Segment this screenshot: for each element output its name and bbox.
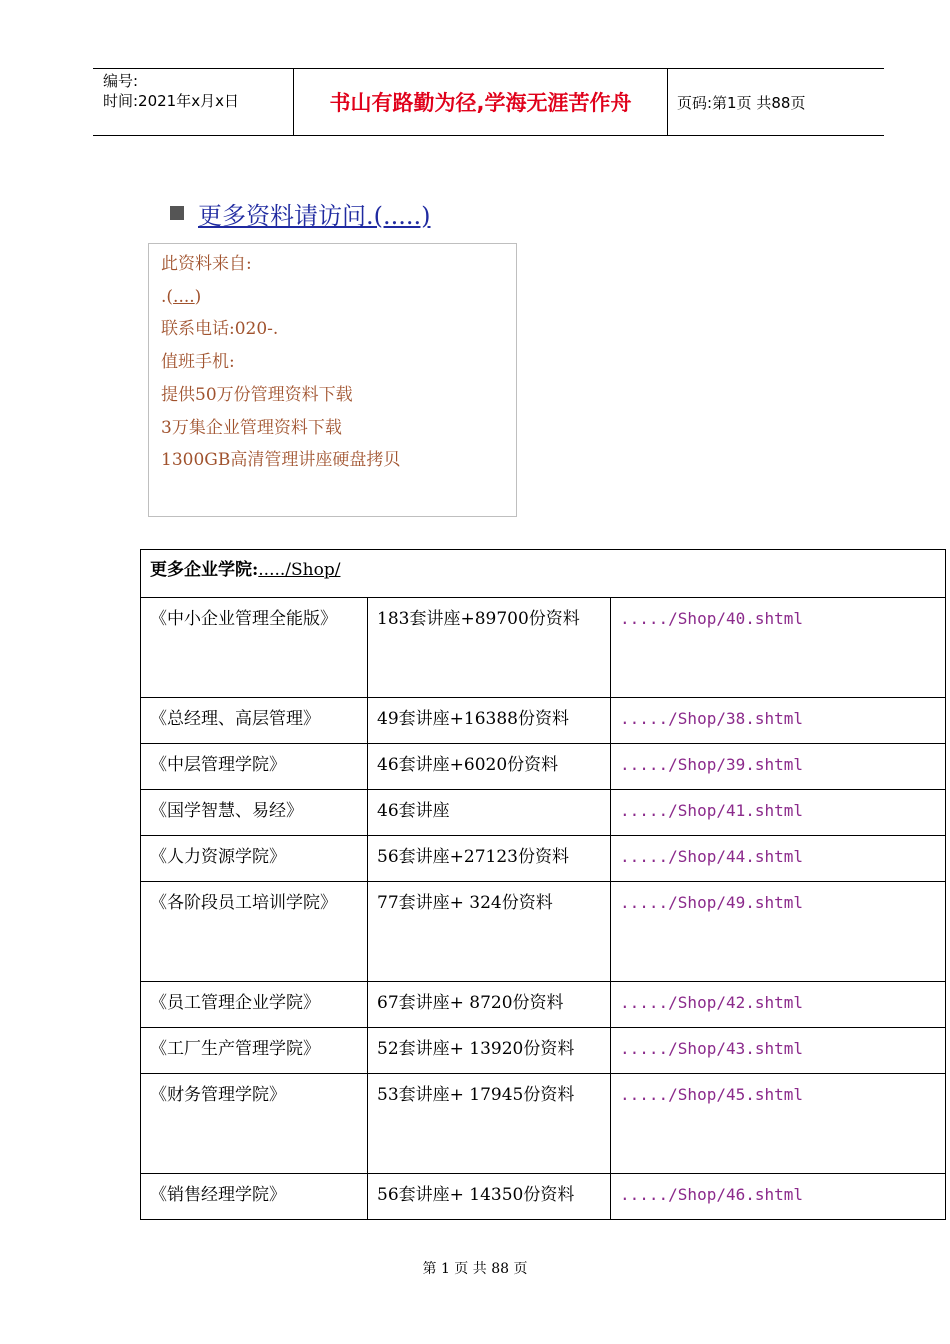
- visit-link[interactable]: 更多资料请访问.(.....): [198, 202, 431, 230]
- course-name: 《中层管理学院》: [141, 744, 368, 790]
- page-header: [93, 68, 884, 136]
- course-url[interactable]: ...../Shop/38.shtml: [611, 698, 946, 744]
- course-desc: 56套讲座+ 14350份资料: [368, 1174, 611, 1220]
- course-desc: 67套讲座+ 8720份资料: [368, 982, 611, 1028]
- offer-line-2: 3万集企业管理资料下载: [161, 417, 342, 438]
- header-meta: [93, 69, 294, 135]
- source-info-box: [148, 243, 517, 517]
- table-row: [141, 882, 946, 982]
- course-desc: 56套讲座+27123份资料: [368, 836, 611, 882]
- course-url[interactable]: ...../Shop/46.shtml: [611, 1174, 946, 1220]
- header-date-label: 时间:2021年x月x日: [103, 92, 239, 110]
- table-header-url[interactable]: ...../Shop/: [258, 560, 341, 580]
- course-name: 《总经理、高层管理》: [141, 698, 368, 744]
- course-name: 《财务管理学院》: [141, 1074, 368, 1174]
- offer-line-3: 1300GB高清管理讲座硬盘拷贝: [161, 450, 401, 471]
- table-header-cell: [141, 550, 946, 598]
- mobile-line: 值班手机:: [161, 352, 235, 373]
- course-name: 《工厂生产管理学院》: [141, 1028, 368, 1074]
- table-row: [141, 982, 946, 1028]
- table-row: [141, 1174, 946, 1220]
- source-line: 此资料来自:: [161, 254, 252, 274]
- header-page-number: 页码:第1页 共88页: [677, 93, 806, 112]
- visit-line: [170, 200, 431, 232]
- table-row: [141, 698, 946, 744]
- course-url[interactable]: ...../Shop/41.shtml: [611, 790, 946, 836]
- table-row: [141, 1074, 946, 1174]
- phone-line: 联系电话:020-.: [161, 319, 279, 340]
- header-motto: 书山有路勤为径,学海无涯苦作舟: [294, 69, 668, 135]
- course-name: 《国学智慧、易经》: [141, 790, 368, 836]
- table-row: [141, 744, 946, 790]
- course-url[interactable]: ...../Shop/43.shtml: [611, 1028, 946, 1074]
- course-desc: 46套讲座+6020份资料: [368, 744, 611, 790]
- table-row: [141, 598, 946, 698]
- course-name: 《人力资源学院》: [141, 836, 368, 882]
- course-url[interactable]: ...../Shop/49.shtml: [611, 882, 946, 982]
- course-desc: 49套讲座+16388份资料: [368, 698, 611, 744]
- source-site-prefix: .(: [161, 286, 174, 307]
- course-url[interactable]: ...../Shop/45.shtml: [611, 1074, 946, 1174]
- course-name: 《各阶段员工培训学院》: [141, 882, 368, 982]
- table-header-label: 更多企业学院:: [150, 560, 259, 580]
- table-row: [141, 790, 946, 836]
- course-name: 《销售经理学院》: [141, 1174, 368, 1220]
- course-desc: 183套讲座+89700份资料: [368, 598, 611, 698]
- course-url[interactable]: ...../Shop/44.shtml: [611, 836, 946, 882]
- course-desc: 77套讲座+ 324份资料: [368, 882, 611, 982]
- table-header-row: [141, 550, 946, 598]
- course-url[interactable]: ...../Shop/39.shtml: [611, 744, 946, 790]
- header-number-label: 编号:: [103, 72, 139, 90]
- course-url[interactable]: ...../Shop/42.shtml: [611, 982, 946, 1028]
- course-name: 《员工管理企业学院》: [141, 982, 368, 1028]
- source-site-line: [161, 281, 516, 314]
- course-desc: 52套讲座+ 13920份资料: [368, 1028, 611, 1074]
- course-name: 《中小企业管理全能版》: [141, 598, 368, 698]
- course-desc: 46套讲座: [368, 790, 611, 836]
- table-row: [141, 1028, 946, 1074]
- source-site-link[interactable]: ....: [173, 286, 195, 307]
- course-url[interactable]: ...../Shop/40.shtml: [611, 598, 946, 698]
- offer-line-1: 提供50万份管理资料下载: [161, 384, 353, 405]
- course-desc: 53套讲座+ 17945份资料: [368, 1074, 611, 1174]
- page-footer: 第 1 页 共 88 页: [422, 1261, 528, 1277]
- source-site-suffix: ): [194, 286, 202, 307]
- square-bullet-icon: [170, 206, 184, 220]
- shop-table: [140, 549, 946, 1220]
- table-row: [141, 836, 946, 882]
